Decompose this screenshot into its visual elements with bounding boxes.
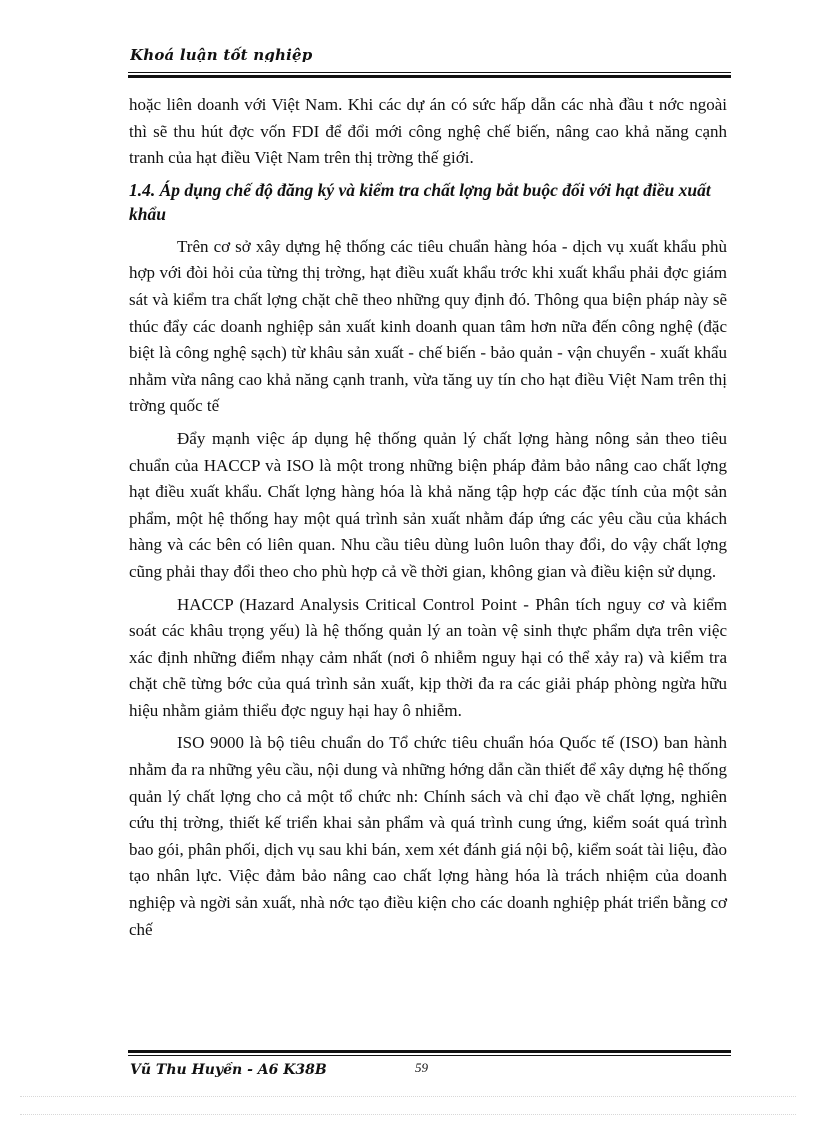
- page-edge-line: [20, 1114, 796, 1115]
- footer-author: Vũ Thu Huyền - A6 K38B: [130, 1062, 327, 1077]
- paragraph: HACCP (Hazard Analysis Critical Control Point - Phân tích nguy cơ và kiểm soát các khâu trọng yếu) là hệ thống quản lý an toàn vệ sinh thực phẩm dựa trên việc xác định những điểm nhạy cảm nhất (nơi ô nhiễm nguy hại có thể xảy ra) và kiểm tra chặt chẽ từng bớc của quá trình sản xuất, kịp thời đa ra các giải pháp phòng ngừa hữu hiệu nhằm giảm thiểu đợc nguy hại hay ô nhiễm.: [129, 594, 727, 720]
- paragraph: ISO 9000 là bộ tiêu chuẩn do Tổ chức tiêu chuẩn hóa Quốc tế (ISO) ban hành nhằm đa ra những yêu cầu, nội dung và những hớng dẫn cần thiết để xây dựng hệ thống quản lý chất lợng cho cả một tổ chức nh: Chính sách và chỉ đạo về chất lợng, nghiên cứu thị trờng, thiết kế triển khai sản phẩm và quá trình cung ứng, kiểm soát quá trình bao gói, phân phối, dịch vụ sau khi bán, xem xét đánh giá nội bộ, kiểm soát tài liệu, đào tạo nhân lực. Việc đảm bảo nâng cao chất lợng hàng hóa là trách nhiệm của doanh nghiệp và ngời sản xuất, nhà nớc tạo điều kiện cho các doanh nghiệp phát triển bằng cơ chế: [129, 733, 727, 939]
- section-heading: 1.4. Áp dụng chế độ đăng ký và kiểm tra chất lợng bắt buộc đối với hạt điều xuất khẩu: [129, 179, 711, 224]
- footer-rule-thick: [128, 1050, 731, 1053]
- paragraph-continuation: hoặc liên doanh với Việt Nam. Khi các dự án có sức hấp dẫn các nhà đầu t nớc ngoài thì sẽ thu hút đợc vốn FDI để đổi mới công nghệ chế biến, nâng cao khả năng cạnh tranh của hạt điều Việt Nam trên thị trờng thế giới.: [129, 95, 727, 168]
- page-edge-line: [20, 1096, 796, 1097]
- header-title: Khoá luận tốt nghiệp: [130, 46, 313, 62]
- header-rule-thick: [128, 75, 731, 78]
- header-rule-thin: [128, 72, 731, 73]
- paragraph: Trên cơ sở xây dựng hệ thống các tiêu chuẩn hàng hóa - dịch vụ xuất khẩu phù hợp với đòi hỏi của từng thị trờng, hạt điều xuất khẩu trớc khi xuất khẩu phải đợc giám sát và kiểm tra chất lợng chặt chẽ theo những quy định đó. Thông qua biện pháp này sẽ thúc đẩy các doanh nghiệp sản xuất kinh doanh quan tâm hơn nữa đến công nghệ (đặc biệt là công nghệ sạch) từ khâu sản xuất - chế biến - bảo quản - vận chuyển - xuất khẩu nhằm vừa nâng cao khả năng cạnh tranh, vừa tăng uy tín cho hạt điều Việt Nam trên thị trờng quốc tế: [129, 236, 727, 416]
- paragraph: Đẩy mạnh việc áp dụng hệ thống quản lý chất lợng hàng nông sản theo tiêu chuẩn của HACCP và ISO là một trong những biện pháp đảm bảo nâng cao chất lợng hạt điều xuất khẩu. Chất lợng hàng hóa là khả năng tập hợp các đặc tính của một sản phẩm, một hệ thống hay một quá trình sản xuất nhằm đáp ứng các yêu cầu của khách hàng và các bên có liên quan. Nhu cầu tiêu dùng luôn luôn thay đổi, do vậy chất lợng cũng phải thay đổi theo cho phù hợp cả về thời gian, không gian và điều kiện sử dụng.: [129, 428, 727, 581]
- body-text: [129, 92, 727, 949]
- footer-rule-thin: [128, 1055, 731, 1056]
- page-number: 59: [415, 1060, 428, 1075]
